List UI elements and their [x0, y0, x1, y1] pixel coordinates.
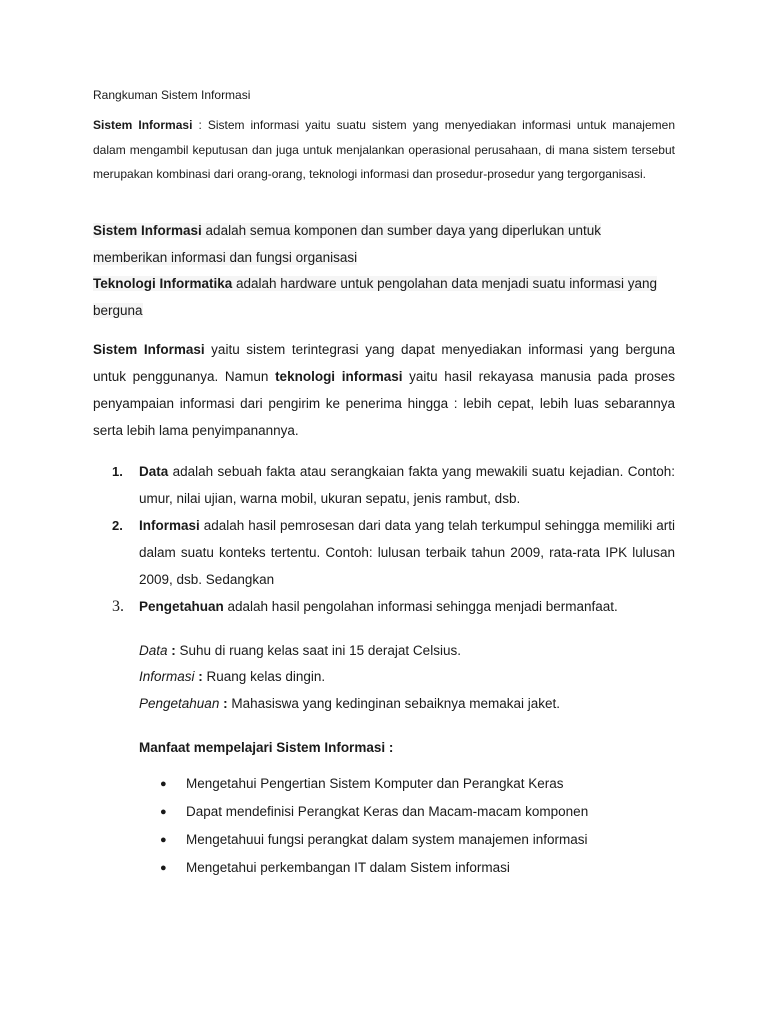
list-item-text: Mengetahuui fungsi perangkat dalam system manajemen informasi [186, 832, 588, 847]
list-item-text: Dapat mendefinisi Perangkat Keras dan Macam-macam komponen [186, 804, 589, 819]
definition-term: Sistem Informasi [93, 223, 202, 238]
example-data [139, 641, 461, 661]
example-text: Mahasiswa yang kedinginan sebaiknya memakai jaket. [231, 696, 561, 711]
intro-term: Sistem Informasi [93, 118, 193, 132]
sistem-informasi-paragraph [93, 336, 675, 444]
definition-text: adalah semua komponen dan sumber daya yang diperlukan untuk memberikan informasi dan fungsi organisasi [93, 223, 602, 265]
definition-sistem-informasi [93, 218, 673, 271]
list-item [160, 773, 588, 801]
bullet-icon: ● [160, 806, 167, 818]
document-title: Rangkuman Sistem Informasi [93, 88, 251, 102]
numbered-item-data [112, 458, 675, 512]
example-sep: : [167, 643, 180, 658]
example-label: Data [139, 643, 168, 658]
example-text: Ruang kelas dingin. [206, 669, 326, 684]
intro-colon: : [192, 118, 208, 132]
numbered-item-informasi [112, 512, 675, 593]
item-number: 1. [112, 464, 123, 479]
item-term: Pengetahuan [139, 599, 224, 614]
intro-text: Sistem informasi yaitu suatu sistem yang menyediakan informasi untuk manajemen dalam mengambil keputusan dan juga untuk menjalankan operasional perusahaan, di mana sistem tersebut merupakan kombinasi dari orang-orang, teknologi informasi dan prosedur-prosedur yang tergorganisasi. [93, 118, 675, 181]
bullet-icon: ● [160, 834, 167, 846]
example-informasi [139, 667, 325, 687]
paragraph-term-2: teknologi informasi [275, 369, 403, 384]
list-item-text: Mengetahui Pengertian Sistem Komputer dan Perangkat Keras [186, 776, 564, 791]
definition-term: Teknologi Informatika [93, 276, 233, 291]
list-item [160, 801, 588, 829]
manfaat-list [160, 773, 588, 885]
item-term: Informasi [139, 518, 200, 533]
paragraph-text-2: yaitu hasil rekayasa manusia pada proses penyampaian informasi dari pengirim ke penerima hingga : lebih cepat, lebih luas sebarannya serta lebih lama penyimpanannya. [93, 369, 675, 438]
item-text: adalah sebuah fakta atau serangkaian fakta yang mewakili suatu kejadian. Contoh: umur, nilai ujian, warna mobil, ukuran sepatu, jenis rambut, dsb. [139, 464, 675, 506]
list-item [160, 857, 588, 885]
intro-paragraph [93, 113, 675, 187]
definition-teknologi-informatika [93, 271, 673, 324]
example-label: Informasi [139, 669, 195, 684]
paragraph-term-1: Sistem Informasi [93, 342, 205, 357]
list-item-text: Mengetahui perkembangan IT dalam Sistem informasi [186, 860, 510, 875]
example-sep: : [194, 669, 207, 684]
bullet-icon: ● [160, 862, 167, 874]
item-term: Data [139, 464, 169, 479]
example-sep: : [219, 696, 232, 711]
example-label: Pengetahuan [139, 696, 220, 711]
numbered-item-pengetahuan [112, 593, 675, 620]
example-text: Suhu di ruang kelas saat ini 15 derajat Celsius. [179, 643, 461, 658]
item-text: adalah hasil pemrosesan dari data yang telah terkumpul sehingga memiliki arti dalam suatu konteks tertentu. Contoh: lulusan terbaik tahun 2009, rata-rata IPK lulusan 2009, dsb. Sedangkan [139, 518, 675, 587]
bullet-icon: ● [160, 778, 167, 790]
list-item [160, 829, 588, 857]
definition-text: adalah hardware untuk pengolahan data menjadi suatu informasi yang berguna [93, 276, 658, 318]
paragraph-text-1: yaitu sistem terintegrasi yang dapat menyediakan informasi yang berguna untuk penggunanya. Namun [93, 342, 675, 384]
example-pengetahuan [139, 694, 560, 714]
manfaat-heading: Manfaat mempelajari Sistem Informasi : [139, 740, 394, 755]
item-number: 2. [112, 518, 123, 533]
item-number: 3. [112, 598, 124, 615]
item-text: adalah hasil pengolahan informasi sehingga menjadi bermanfaat. [223, 599, 618, 614]
